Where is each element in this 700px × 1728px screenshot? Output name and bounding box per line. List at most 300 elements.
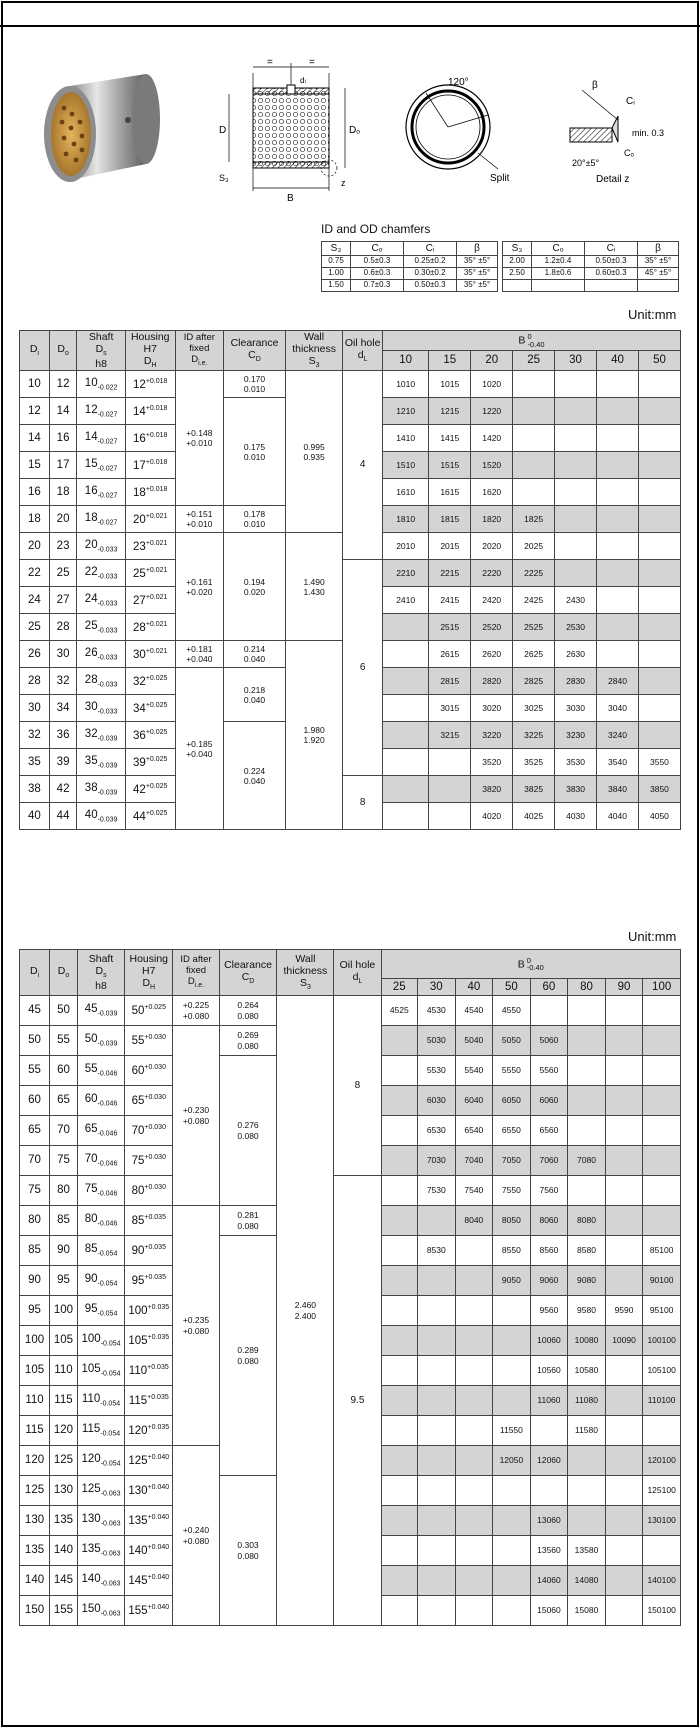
text: S₃ xyxy=(330,243,342,254)
cell-do xyxy=(50,1386,78,1416)
cell-wall xyxy=(285,533,342,641)
text: s xyxy=(103,350,107,358)
cell-do xyxy=(49,668,77,695)
text: +0.025 xyxy=(145,782,168,790)
bushing-photo xyxy=(38,68,168,198)
cell-part-number xyxy=(638,614,680,641)
cell-part-number xyxy=(455,1566,493,1596)
cell-part-number xyxy=(418,996,456,1026)
text: 1.50 xyxy=(328,280,344,290)
text: S xyxy=(299,976,307,989)
text: 0.50±0.3 xyxy=(595,256,627,266)
text: 7030 xyxy=(426,1154,446,1165)
chamfer-cell xyxy=(457,256,498,268)
header-b-col xyxy=(568,979,606,996)
cell-part-number xyxy=(530,1266,568,1296)
cell-housing xyxy=(125,641,175,668)
text: 2630 xyxy=(566,648,586,659)
text: 100 xyxy=(128,1304,148,1317)
text: 1210 xyxy=(396,405,416,416)
cell-part-number xyxy=(382,668,428,695)
cell-do xyxy=(50,1536,78,1566)
cell-part-number xyxy=(429,560,471,587)
cell-shaft xyxy=(77,1596,124,1626)
cell-part-number xyxy=(638,776,680,803)
cell-di xyxy=(20,668,50,695)
text: -0.022 xyxy=(97,384,118,392)
cell-part-number xyxy=(643,1476,681,1506)
cell-part-number xyxy=(605,1176,643,1206)
chamfer-cell xyxy=(638,256,679,268)
cell-part-number xyxy=(638,749,680,776)
cell-part-number xyxy=(455,1476,493,1506)
cell-do xyxy=(50,1416,78,1446)
text: H xyxy=(150,984,156,992)
cell-part-number xyxy=(638,695,680,722)
text: D xyxy=(29,964,38,977)
text: 1615 xyxy=(440,486,460,497)
cell-part-number xyxy=(513,803,555,830)
cell-di xyxy=(20,1176,50,1206)
text: D xyxy=(249,978,255,986)
text: 65 xyxy=(57,1094,70,1107)
cell-housing xyxy=(125,425,175,452)
text: 2.50 xyxy=(509,268,525,278)
text: 90100 xyxy=(649,1274,674,1285)
text: 105 xyxy=(128,1334,148,1347)
header-wall xyxy=(277,950,334,996)
text: 2.00 xyxy=(509,256,525,266)
text: 18 xyxy=(133,486,146,499)
cell-part-number xyxy=(597,641,639,668)
chamfer-cell xyxy=(351,280,404,292)
cell-housing xyxy=(125,1146,173,1176)
text: 8530 xyxy=(426,1244,446,1255)
cell-do xyxy=(50,1506,78,1536)
chamfer-title: ID and OD chamfers xyxy=(321,222,431,236)
text: -0.027 xyxy=(97,411,118,419)
cell-part-number xyxy=(382,614,428,641)
cell-part-number xyxy=(643,1596,681,1626)
cell-part-number xyxy=(605,1146,643,1176)
cell-clear xyxy=(224,398,286,506)
chamfer-cell xyxy=(503,256,532,268)
text: +0.235 xyxy=(182,1315,210,1326)
cell-oil xyxy=(334,996,381,1176)
text: 60 xyxy=(131,1064,145,1077)
text: 1510 xyxy=(396,459,416,470)
text: 8580 xyxy=(577,1244,596,1255)
cell-part-number xyxy=(455,1506,493,1536)
text: 0.170 xyxy=(243,374,266,385)
cell-housing xyxy=(125,722,175,749)
cell-part-number xyxy=(381,1146,417,1176)
cell-housing xyxy=(125,668,175,695)
text: 4020 xyxy=(482,810,502,821)
cell-part-number xyxy=(381,1056,417,1086)
text: 3225 xyxy=(524,729,544,740)
text: 14 xyxy=(84,430,98,443)
chamfer-cell xyxy=(404,268,457,280)
cell-idfix xyxy=(175,533,224,641)
cell-shaft xyxy=(77,803,126,830)
cell-part-number xyxy=(429,695,471,722)
chamfer-header-cell xyxy=(457,242,498,256)
text: +0.025 xyxy=(145,809,168,817)
cell-housing xyxy=(125,695,175,722)
cell-part-number xyxy=(513,749,555,776)
cell-part-number xyxy=(643,1116,681,1146)
bushing-table-1 xyxy=(19,330,681,830)
text: +0.185 xyxy=(186,738,213,749)
cell-idfix xyxy=(173,996,219,1026)
text: 2220 xyxy=(482,567,502,578)
text: 3 xyxy=(315,362,320,370)
cell-part-number xyxy=(568,1026,606,1056)
text: 95 xyxy=(131,1274,145,1287)
text: 90 xyxy=(28,1274,41,1287)
cell-part-number xyxy=(381,1326,417,1356)
text: Cₒ xyxy=(552,243,564,254)
text: 0.080 xyxy=(237,1040,259,1051)
text: 1.8±0.6 xyxy=(544,268,572,278)
cell-part-number xyxy=(418,1056,456,1086)
cell-part-number xyxy=(643,1146,681,1176)
text: -0.054 xyxy=(97,1280,118,1288)
text: Oil hole xyxy=(339,958,376,971)
text: 15060 xyxy=(537,1604,561,1615)
text: 30 xyxy=(27,701,41,714)
header-b xyxy=(381,950,680,979)
text: +0.035 xyxy=(147,1423,170,1431)
cell-part-number xyxy=(471,506,513,533)
text: 10080 xyxy=(574,1334,599,1345)
cell-part-number xyxy=(597,452,639,479)
header-b-col xyxy=(471,351,513,371)
cell-part-number xyxy=(597,776,639,803)
cell-part-number xyxy=(455,1026,493,1056)
cell-part-number xyxy=(530,1296,568,1326)
cell-di xyxy=(20,803,50,830)
cell-shaft xyxy=(77,1266,124,1296)
text: 6 xyxy=(359,661,366,673)
text: 9580 xyxy=(577,1304,596,1315)
cell-part-number xyxy=(568,1596,606,1626)
cell-part-number xyxy=(597,749,639,776)
text: 0.010 xyxy=(243,451,266,462)
cell-part-number xyxy=(429,722,471,749)
cell-part-number xyxy=(471,641,513,668)
cell-part-number xyxy=(418,1416,456,1446)
cell-part-number xyxy=(513,722,555,749)
text: 55 xyxy=(84,1063,98,1075)
text: 70 xyxy=(84,1153,98,1165)
cell-housing xyxy=(125,1356,173,1386)
cell-do xyxy=(50,996,78,1026)
header-housing xyxy=(125,950,173,996)
cell-housing xyxy=(125,1416,173,1446)
header-wall xyxy=(285,331,342,371)
text: 23 xyxy=(133,540,146,553)
text: -0.033 xyxy=(97,573,118,581)
text: +0.030 xyxy=(144,1183,166,1191)
cell-do xyxy=(49,452,77,479)
text: -0.046 xyxy=(97,1130,118,1138)
cell-part-number xyxy=(471,425,513,452)
cell-part-number xyxy=(382,803,428,830)
cell-part-number xyxy=(455,1416,493,1446)
cell-part-number xyxy=(418,1326,456,1356)
text: 2415 xyxy=(440,594,460,605)
cell-part-number xyxy=(643,1296,681,1326)
text: 3230 xyxy=(566,729,586,740)
text: 4050 xyxy=(650,810,669,821)
text: 3240 xyxy=(608,729,627,740)
cell-part-number xyxy=(605,1476,643,1506)
cell-housing xyxy=(125,587,175,614)
text: 10 xyxy=(399,354,413,367)
text: 0.080 xyxy=(237,1130,259,1141)
cell-housing xyxy=(125,996,173,1026)
text: 4550 xyxy=(501,1004,521,1015)
text: 20 xyxy=(84,538,98,551)
text: 2525 xyxy=(524,621,544,632)
chamfer-cell xyxy=(322,268,351,280)
text: 0.175 xyxy=(243,441,266,452)
cell-part-number xyxy=(493,1056,531,1086)
header-oil-hole xyxy=(343,331,383,371)
text: +0.035 xyxy=(144,1213,166,1221)
text: -0.063 xyxy=(100,1610,121,1618)
cell-part-number xyxy=(605,1056,643,1086)
text: -0.027 xyxy=(97,438,118,446)
cell-part-number xyxy=(568,1446,606,1476)
text: 35° ±5° xyxy=(463,256,491,266)
cell-part-number xyxy=(568,1176,606,1206)
cell-part-number xyxy=(555,722,597,749)
text: 1820 xyxy=(482,513,502,524)
header-b-col xyxy=(597,351,639,371)
text: 60 xyxy=(57,1064,70,1077)
text: 10 xyxy=(27,377,41,390)
text: 7550 xyxy=(501,1184,521,1195)
text: 8560 xyxy=(539,1244,559,1255)
cell-clear xyxy=(224,641,286,668)
cell-do xyxy=(50,1206,78,1236)
cell-part-number xyxy=(471,722,513,749)
text: +0.021 xyxy=(145,539,168,547)
text: 13560 xyxy=(537,1544,561,1555)
text: 32 xyxy=(84,727,98,740)
cell-part-number xyxy=(605,1266,643,1296)
cell-part-number xyxy=(429,668,471,695)
cell-part-number xyxy=(513,560,555,587)
header-b-col xyxy=(513,351,555,371)
text: 6060 xyxy=(539,1094,559,1105)
text: 2425 xyxy=(524,594,544,605)
cell-housing xyxy=(125,1026,173,1056)
text: 16 xyxy=(56,431,70,444)
cell-shaft xyxy=(77,479,126,506)
text: -0.027 xyxy=(97,492,118,500)
cell-housing xyxy=(125,479,175,506)
header-oil-hole xyxy=(334,950,381,996)
text: 0.020 xyxy=(243,586,266,597)
text: 3530 xyxy=(566,756,586,767)
cell-part-number xyxy=(513,587,555,614)
text: 2.400 xyxy=(294,1310,317,1321)
cell-part-number xyxy=(643,1056,681,1086)
text: 140100 xyxy=(647,1574,676,1585)
text: 140 xyxy=(24,1574,45,1587)
header-b-col xyxy=(429,351,471,371)
text: 35 xyxy=(27,755,41,768)
cell-part-number xyxy=(643,1236,681,1266)
cell-part-number xyxy=(597,398,639,425)
text: 13580 xyxy=(574,1544,599,1555)
cell-do xyxy=(49,587,77,614)
text: 18 xyxy=(84,511,98,524)
chamfer-header-cell xyxy=(503,242,532,256)
text: 1415 xyxy=(440,432,460,443)
text: -0.039 xyxy=(97,1010,118,1018)
text: 110 xyxy=(25,1394,44,1407)
text: D xyxy=(95,964,104,977)
cell-shaft xyxy=(77,749,126,776)
table-row xyxy=(20,776,681,803)
text: +0.230 xyxy=(182,1105,210,1116)
text: 8050 xyxy=(501,1214,521,1225)
text: +0.025 xyxy=(145,701,168,709)
text: +0.030 xyxy=(144,1153,166,1161)
cell-part-number xyxy=(381,1236,417,1266)
text: 9050 xyxy=(501,1274,521,1285)
cell-part-number xyxy=(381,1386,417,1416)
unit-label-1: Unit:mm xyxy=(628,307,677,322)
text: 9560 xyxy=(539,1304,559,1315)
cell-shaft xyxy=(77,560,126,587)
text: ID after fixed xyxy=(183,332,215,355)
text: 5050 xyxy=(501,1034,521,1045)
text: D xyxy=(95,343,104,356)
text: 0.040 xyxy=(243,694,266,705)
text: 3525 xyxy=(524,756,544,767)
cell-di xyxy=(20,614,50,641)
cell-part-number xyxy=(568,1146,606,1176)
text: +0.030 xyxy=(144,1093,166,1101)
header-do xyxy=(50,950,78,996)
text: 35° ±5° xyxy=(644,256,672,266)
text: D xyxy=(143,355,152,368)
text: 145 xyxy=(53,1574,74,1587)
cell-di xyxy=(20,1326,50,1356)
text: 95 xyxy=(28,1304,41,1317)
text: 44 xyxy=(56,809,70,822)
cell-di xyxy=(20,722,50,749)
cell-part-number xyxy=(429,776,471,803)
text: h8 xyxy=(95,358,107,371)
text: 3020 xyxy=(482,702,502,713)
text: 2520 xyxy=(482,621,502,632)
cell-part-number xyxy=(605,1536,643,1566)
cell-part-number xyxy=(555,479,597,506)
cell-part-number xyxy=(493,1356,531,1386)
cell-housing xyxy=(125,1326,173,1356)
cell-housing xyxy=(125,1446,173,1476)
cell-shaft xyxy=(77,506,126,533)
text: 14 xyxy=(133,405,146,418)
text: 12060 xyxy=(537,1454,561,1465)
text: 3540 xyxy=(608,756,627,767)
cell-part-number xyxy=(418,1386,456,1416)
text: 150100 xyxy=(647,1604,676,1615)
cell-do xyxy=(50,1596,78,1626)
cell-idfix xyxy=(175,371,224,506)
cell-part-number xyxy=(568,1056,606,1086)
text: 55 xyxy=(28,1064,41,1077)
chamfer-cell xyxy=(532,256,585,268)
text: 130100 xyxy=(647,1514,676,1525)
cell-shaft xyxy=(77,398,126,425)
text: -0.039 xyxy=(97,762,118,770)
text: 80 xyxy=(84,1213,98,1225)
cell-part-number xyxy=(471,371,513,398)
text: 1410 xyxy=(396,432,416,443)
text: 1420 xyxy=(482,432,502,443)
text: 120100 xyxy=(647,1454,676,1465)
cell-di xyxy=(20,749,50,776)
text: 0.269 xyxy=(237,1030,259,1041)
table-row xyxy=(20,371,681,398)
text: 3025 xyxy=(524,702,544,713)
text: 3550 xyxy=(650,756,669,767)
header-b-col xyxy=(493,979,531,996)
chamfer-cell xyxy=(585,268,638,280)
cell-wall xyxy=(285,371,342,533)
cell-do xyxy=(49,749,77,776)
text: 2840 xyxy=(608,675,627,686)
cell-housing xyxy=(125,776,175,803)
text: 2825 xyxy=(524,675,544,686)
header-shaft xyxy=(77,331,126,371)
text: 11550 xyxy=(499,1424,523,1435)
cell-do xyxy=(49,371,77,398)
cell-shaft xyxy=(77,996,124,1026)
cell-part-number xyxy=(530,1326,568,1356)
cell-part-number xyxy=(555,803,597,830)
text: 45° ±5° xyxy=(644,268,672,278)
cell-part-number xyxy=(513,452,555,479)
text: 80 xyxy=(57,1184,70,1197)
cell-part-number xyxy=(381,1206,417,1236)
text: 2.460 xyxy=(294,1300,317,1311)
text: 80 xyxy=(580,980,593,993)
text: +0.025 xyxy=(145,755,168,763)
table-row xyxy=(20,996,681,1026)
text: 15 xyxy=(27,458,41,471)
cell-part-number xyxy=(643,1026,681,1056)
header-b-col xyxy=(555,351,597,371)
text: 90 xyxy=(617,980,631,993)
text: 0.224 xyxy=(243,765,266,776)
cell-part-number xyxy=(382,641,428,668)
text: Shaft xyxy=(88,952,114,965)
cell-part-number xyxy=(638,425,680,452)
cell-part-number xyxy=(471,695,513,722)
cell-part-number xyxy=(568,1536,606,1566)
text: 95 xyxy=(84,1303,98,1315)
text: 115 xyxy=(81,1423,101,1435)
